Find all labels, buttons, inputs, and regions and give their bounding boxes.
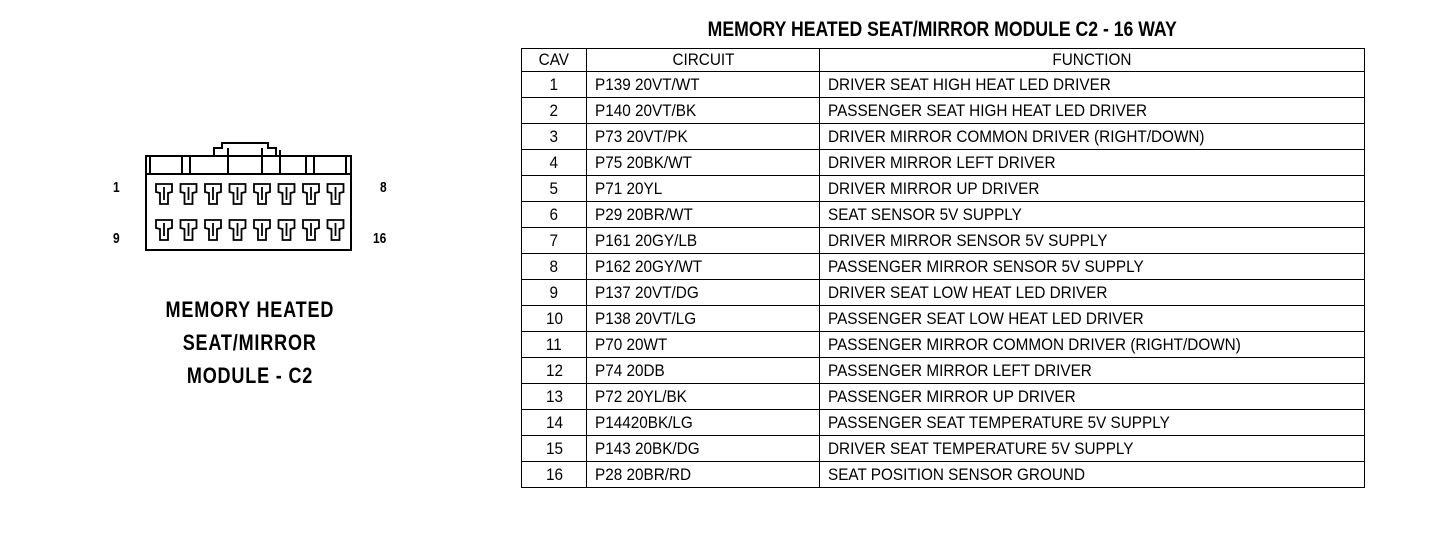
circuit-cell: P14420BK/LG xyxy=(587,410,820,436)
pin-label-16: 16 xyxy=(373,230,387,247)
cav-cell: 11 xyxy=(522,332,587,358)
function-cell: PASSENGER MIRROR SENSOR 5V SUPPLY xyxy=(820,254,1365,280)
cav-cell: 14 xyxy=(522,410,587,436)
pin-label-1: 1 xyxy=(113,179,120,196)
function-cell: PASSENGER SEAT HIGH HEAT LED DRIVER xyxy=(820,98,1365,124)
function-cell: DRIVER MIRROR LEFT DRIVER xyxy=(820,150,1365,176)
connector-caption-line-1: MEMORY HEATED xyxy=(165,297,335,322)
connector-latch-right xyxy=(306,156,346,174)
function-cell: PASSENGER SEAT LOW HEAT LED DRIVER xyxy=(820,306,1365,332)
table-row xyxy=(522,228,1365,254)
table-row xyxy=(522,202,1365,228)
pinout-table-body xyxy=(522,72,1365,488)
table-row xyxy=(522,124,1365,150)
circuit-cell: P143 20BK/DG xyxy=(587,436,820,462)
circuit-cell: P71 20YL xyxy=(587,176,820,202)
function-cell: DRIVER SEAT TEMPERATURE 5V SUPPLY xyxy=(820,436,1365,462)
function-cell: DRIVER MIRROR COMMON DRIVER (RIGHT/DOWN) xyxy=(820,124,1365,150)
cav-cell: 1 xyxy=(522,72,587,98)
function-cell: DRIVER SEAT HIGH HEAT LED DRIVER xyxy=(820,72,1365,98)
cav-cell: 3 xyxy=(522,124,587,150)
cav-cell: 15 xyxy=(522,436,587,462)
circuit-cell: P161 20GY/LB xyxy=(587,228,820,254)
circuit-cell: P75 20BK/WT xyxy=(587,150,820,176)
table-row xyxy=(522,176,1365,202)
function-cell: DRIVER MIRROR SENSOR 5V SUPPLY xyxy=(820,228,1365,254)
table-row xyxy=(522,280,1365,306)
cav-cell: 9 xyxy=(522,280,587,306)
function-cell: PASSENGER SEAT TEMPERATURE 5V SUPPLY xyxy=(820,410,1365,436)
table-title: MEMORY HEATED SEAT/MIRROR MODULE C2 - 16 WAY xyxy=(707,18,1178,41)
header-cav: CAV xyxy=(522,49,587,72)
table-row xyxy=(522,98,1365,124)
circuit-cell: P139 20VT/WT xyxy=(587,72,820,98)
function-cell: PASSENGER MIRROR UP DRIVER xyxy=(820,384,1365,410)
cav-cell: 2 xyxy=(522,98,587,124)
cav-cell: 4 xyxy=(522,150,587,176)
function-cell: PASSENGER MIRROR LEFT DRIVER xyxy=(820,358,1365,384)
table-row xyxy=(522,384,1365,410)
table-row xyxy=(522,306,1365,332)
circuit-cell: P140 20VT/BK xyxy=(587,98,820,124)
function-cell: DRIVER SEAT LOW HEAT LED DRIVER xyxy=(820,280,1365,306)
cav-cell: 10 xyxy=(522,306,587,332)
circuit-cell: P137 20VT/DG xyxy=(587,280,820,306)
circuit-cell: P70 20WT xyxy=(587,332,820,358)
circuit-cell: P74 20DB xyxy=(587,358,820,384)
function-cell: DRIVER MIRROR UP DRIVER xyxy=(820,176,1365,202)
cav-cell: 8 xyxy=(522,254,587,280)
circuit-cell: P72 20YL/BK xyxy=(587,384,820,410)
header-function: FUNCTION xyxy=(820,49,1365,72)
connector-caption-line-3: MODULE - C2 xyxy=(186,363,314,388)
table-row xyxy=(522,358,1365,384)
circuit-cell: P162 20GY/WT xyxy=(587,254,820,280)
circuit-cell: P138 20VT/LG xyxy=(587,306,820,332)
table-row xyxy=(522,332,1365,358)
table-row xyxy=(522,436,1365,462)
connector-caption-line-2: SEAT/MIRROR xyxy=(183,330,317,355)
cav-cell: 6 xyxy=(522,202,587,228)
cav-cell: 5 xyxy=(522,176,587,202)
pin-label-8: 8 xyxy=(380,179,387,196)
table-row xyxy=(522,72,1365,98)
function-cell: SEAT SENSOR 5V SUPPLY xyxy=(820,202,1365,228)
table-row xyxy=(522,254,1365,280)
function-cell: SEAT POSITION SENSOR GROUND xyxy=(820,462,1365,488)
circuit-cell: P29 20BR/WT xyxy=(587,202,820,228)
table-row xyxy=(522,462,1365,488)
connector-face-icon xyxy=(140,140,365,260)
cav-cell: 7 xyxy=(522,228,587,254)
connector-housing xyxy=(146,156,351,250)
cav-cell: 12 xyxy=(522,358,587,384)
table-header-row xyxy=(522,49,1365,72)
table-row xyxy=(522,150,1365,176)
pin-label-9: 9 xyxy=(113,230,120,247)
circuit-cell: P28 20BR/RD xyxy=(587,462,820,488)
connector-latch-left xyxy=(150,156,190,174)
connector-key-center xyxy=(214,143,276,156)
header-circuit: CIRCUIT xyxy=(587,49,820,72)
table-row xyxy=(522,410,1365,436)
function-cell: PASSENGER MIRROR COMMON DRIVER (RIGHT/DOWN) xyxy=(820,332,1365,358)
pinout-table xyxy=(521,48,1365,488)
circuit-cell: P73 20VT/PK xyxy=(587,124,820,150)
cav-cell: 13 xyxy=(522,384,587,410)
cav-cell: 16 xyxy=(522,462,587,488)
connector-diagram xyxy=(0,0,500,534)
